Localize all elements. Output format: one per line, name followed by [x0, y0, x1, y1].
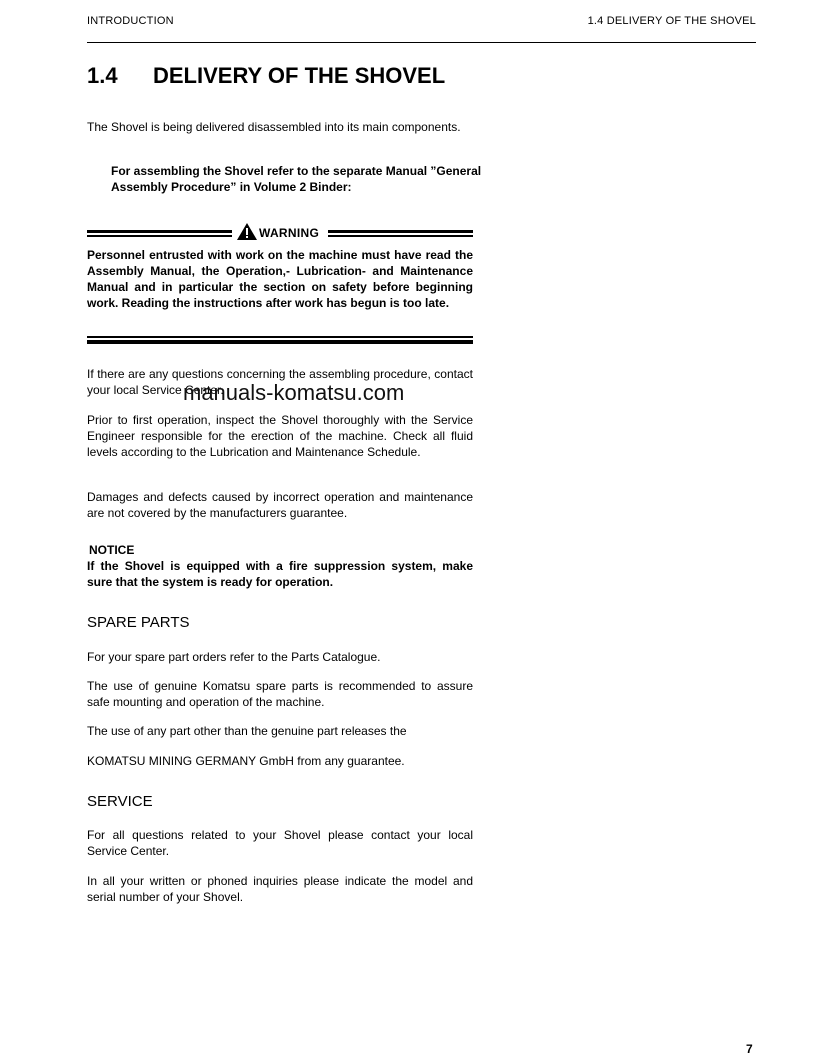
notice-text: If the Shovel is equipped with a fire suppression system, make sure that the system is ready for operation. — [87, 559, 473, 589]
intro-paragraph — [87, 119, 473, 135]
service-p2 — [87, 873, 473, 905]
notice-block — [87, 542, 473, 590]
warning-label — [237, 223, 319, 243]
spare-parts-text-3: The use of any part other than the genuine part releases the — [87, 724, 407, 738]
spare-parts-p2 — [87, 678, 473, 710]
warning-body — [87, 247, 473, 311]
running-header-section: INTRODUCTION — [87, 15, 174, 27]
damages-paragraph — [87, 489, 473, 521]
notice-label: NOTICE — [89, 543, 135, 557]
damages-text: Damages and defects caused by incorrect operation and maintenance are not covered by the manufacturers guarantee. — [87, 490, 473, 520]
intro-text: The Shovel is being delivered disassembled into its main components. — [87, 120, 461, 134]
spare-parts-heading: SPARE PARTS — [87, 614, 190, 631]
first-operation-paragraph — [87, 412, 473, 460]
title-number: 1.4 — [87, 63, 118, 88]
service-text-2: In all your written or phoned inquiries please indicate the model and serial number of your Shovel. — [87, 874, 473, 904]
service-heading: SERVICE — [87, 793, 153, 810]
warning-label-text: WARNING — [259, 226, 320, 240]
spare-parts-text-4: KOMATSU MINING GERMANY GmbH from any guarantee. — [87, 754, 405, 768]
page-title — [87, 63, 445, 89]
spare-parts-p4 — [87, 753, 473, 769]
assembly-note-text: For assembling the Shovel refer to the separate Manual ”General Assembly Procedure” in Volume 2 Binder: — [111, 164, 482, 194]
assembly-note — [87, 163, 497, 195]
warning-rule-right — [328, 230, 473, 237]
spare-parts-p3 — [87, 723, 473, 739]
first-operation-text: Prior to first operation, inspect the Shovel thoroughly with the Service Engineer responsible for the erection of the machine. Check all fluid levels according to the Lubrication and Maintenance Schedule. — [87, 413, 473, 459]
page-number: 7 — [746, 1042, 753, 1056]
watermark: manuals-komatsu.com — [183, 380, 405, 405]
warning-header — [87, 223, 473, 241]
warning-triangle-icon — [237, 223, 257, 243]
warning-rule-left — [87, 230, 232, 237]
service-text-1: For all questions related to your Shovel please contact your local Service Center. — [87, 828, 473, 858]
service-p1 — [87, 827, 473, 859]
warning-text: Personnel entrusted with work on the machine must have read the Assembly Manual, the Operation,- Lubrication- and Maintenance Manual and in particular the section on safety before beginning work. Reading the instructions after work has begun is too late. — [87, 248, 473, 310]
running-header-chapter: 1.4 DELIVERY OF THE SHOVEL — [587, 15, 756, 27]
warning-footer-rule — [87, 336, 473, 345]
spare-parts-text-2: The use of genuine Komatsu spare parts is recommended to assure safe mounting and operation of the machine. — [87, 679, 473, 709]
header-divider — [87, 42, 756, 43]
title-text: DELIVERY OF THE SHOVEL — [153, 63, 446, 88]
spare-parts-p1 — [87, 649, 473, 665]
questions-text: If there are any questions concerning the assembling procedure, contact your local Service Center. — [87, 367, 473, 397]
spare-parts-text-1: For your spare part orders refer to the Parts Catalogue. — [87, 650, 381, 664]
